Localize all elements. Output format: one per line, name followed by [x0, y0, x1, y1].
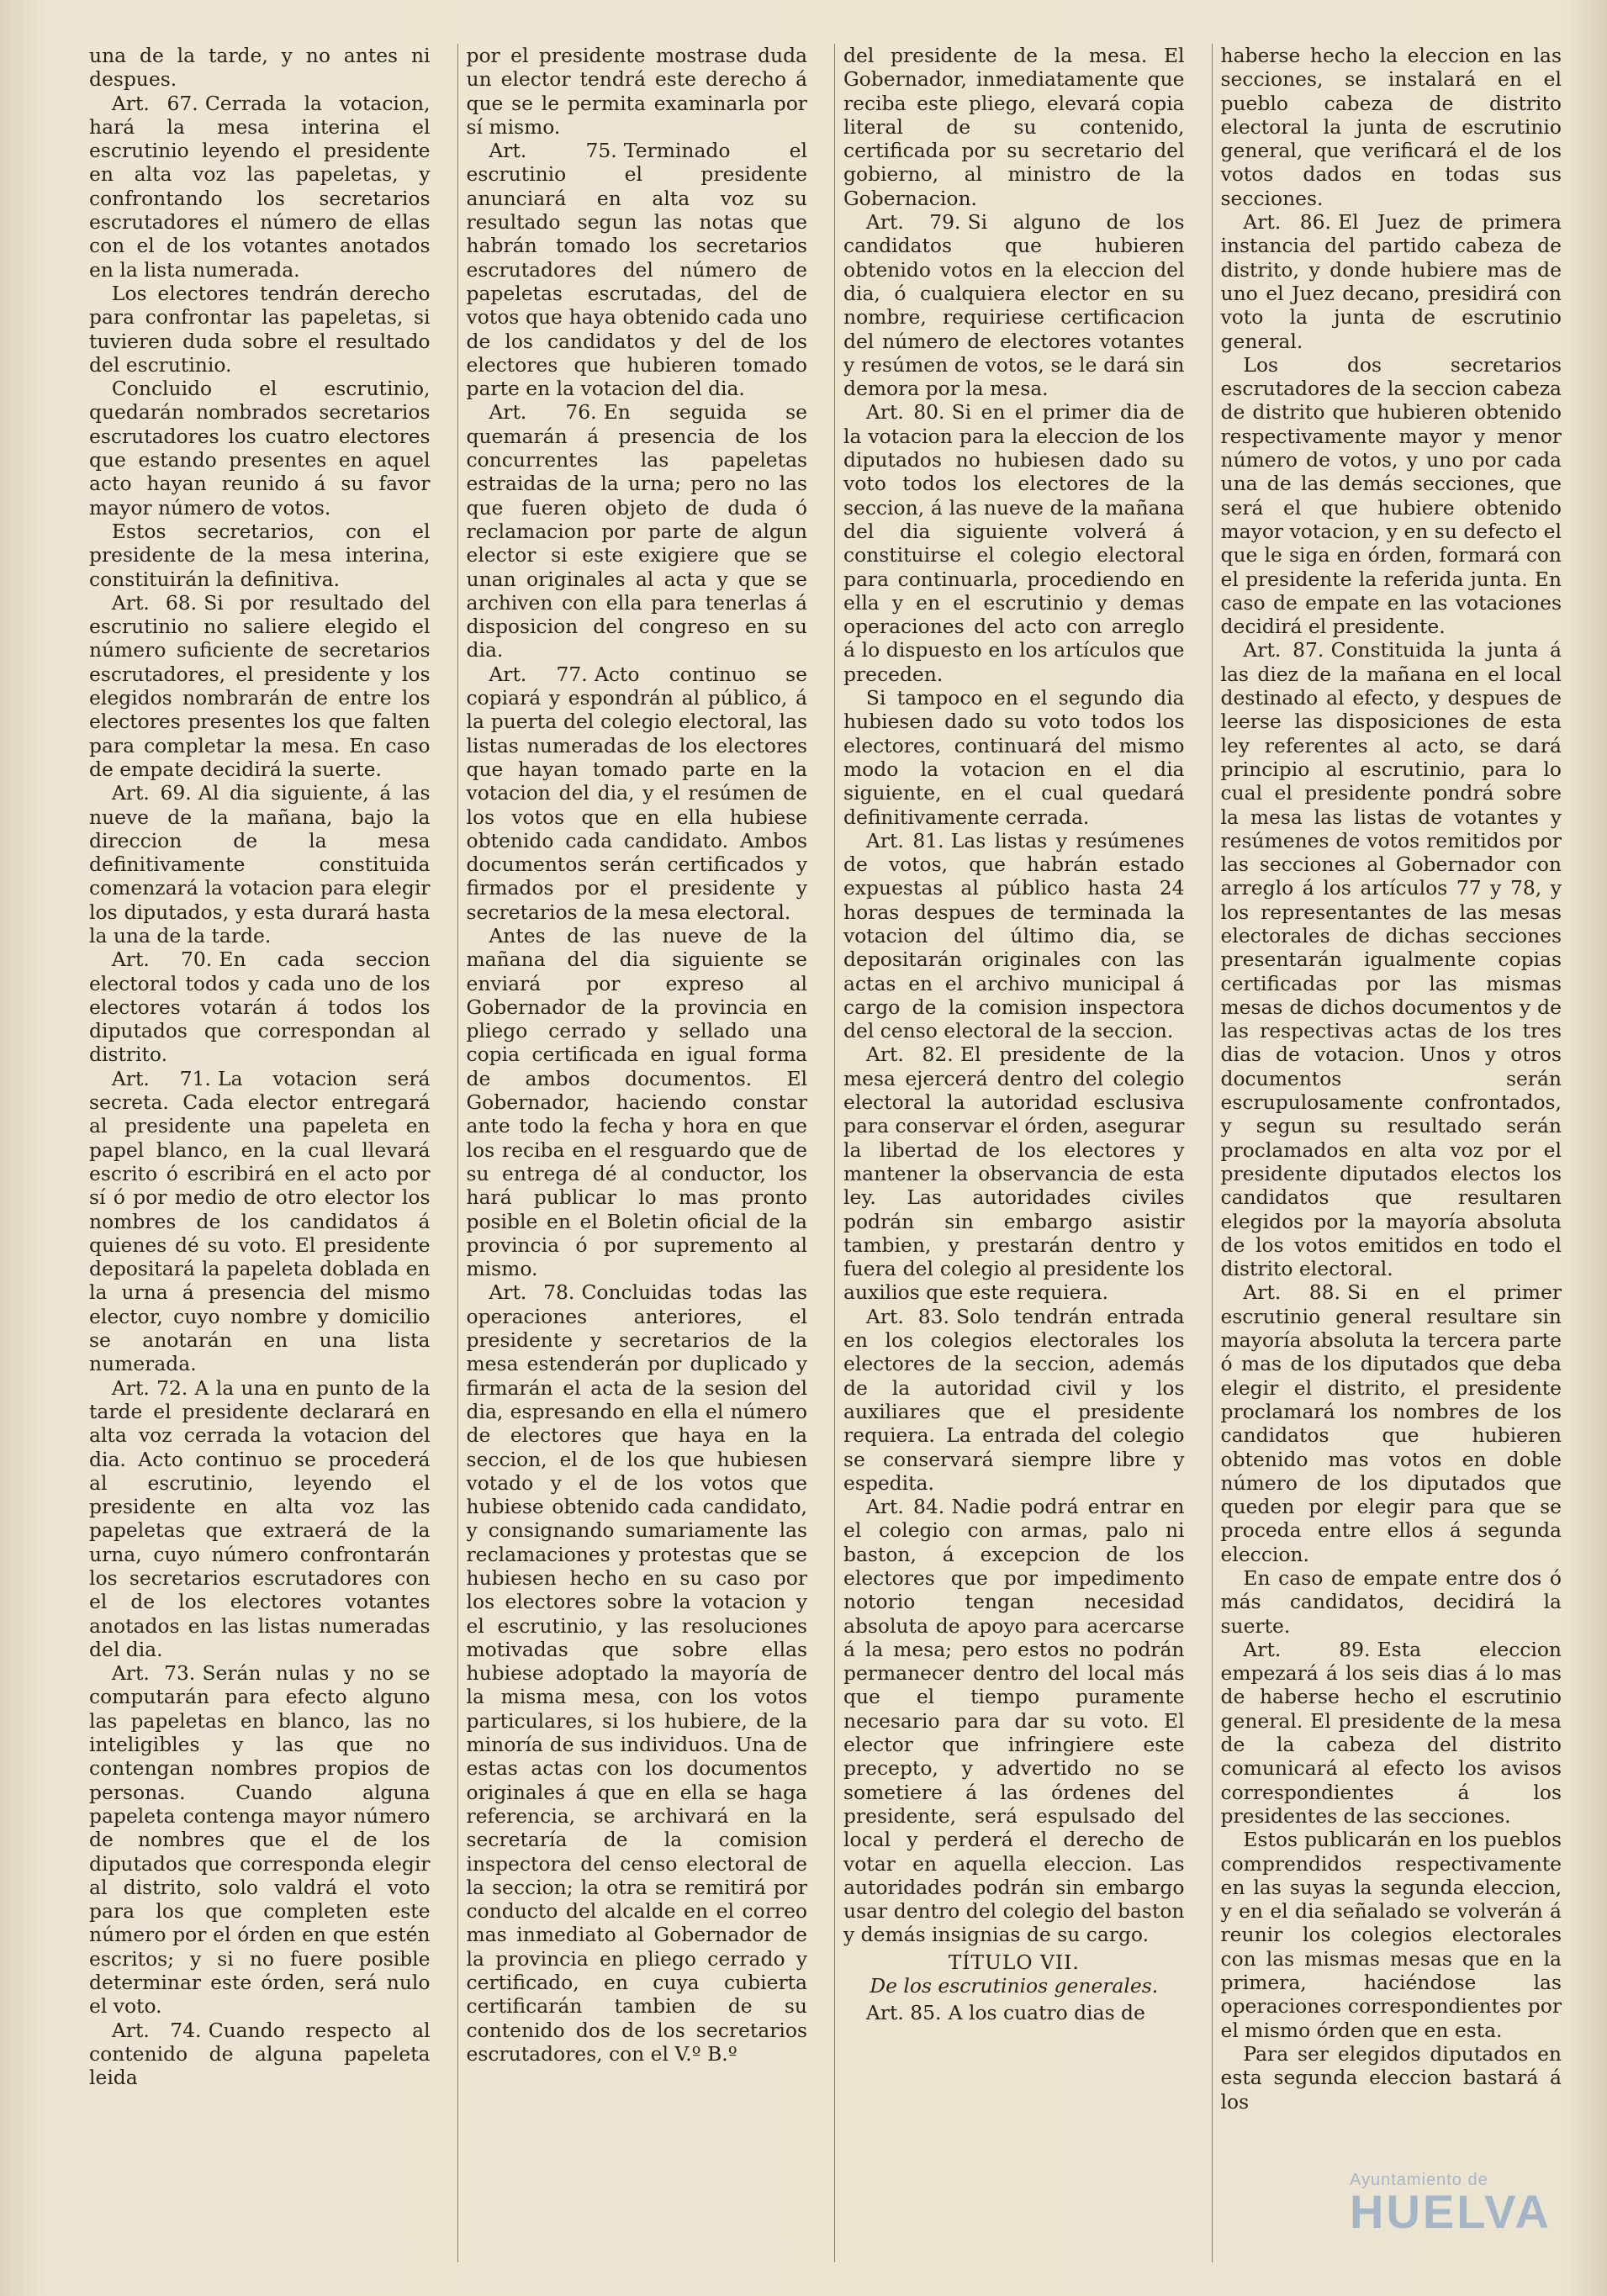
article-paragraph — [89, 1661, 431, 2018]
section-subtitle: De los escrutinios generales. — [870, 1974, 1159, 1998]
text-paragraph — [1221, 1566, 1562, 1638]
paragraph-text: Estos secretarios, con el presidente de la mesa interina, constituirán la definitiva. — [89, 519, 431, 591]
paragraph-text: una de la tarde, y no antes ni despues. — [89, 44, 431, 92]
article-number: Art. 79. — [865, 210, 961, 235]
column-2 — [457, 44, 817, 2262]
article-paragraph — [89, 92, 431, 282]
paragraph-text: A los cuatro dias de — [948, 2001, 1145, 2025]
article-paragraph — [467, 139, 808, 400]
paragraph-text: Nadie podrá entrar en el colegio con armas, palo ni baston, á excepcion de los electores que por impedimento notorio tengan necesidad absoluta de apoyo para acercarse á la mesa; pero estos no podrán permanecer dentro del local más que el tiempo puramente necesario para dar su voto. El elector que infringiere este precepto, y advertido no se sometiere á las órdenes del presidente, será espulsado del local y perderá el derecho de votar en aquella eleccion. Las autoridades podrán sin embargo usar dentro del colegio del baston y demás insignias de su cargo. — [843, 1495, 1185, 1947]
article-paragraph — [1221, 1638, 1562, 1828]
paragraph-text: Si alguno de los candidatos que hubieren obtenido votos en la eleccion del dia, ó cualquiera elector en su nombre, requiriese certificacion del número de electores votantes y resúmen de votos, se le dará sin demora por la mesa. — [843, 210, 1185, 401]
article-paragraph — [89, 781, 431, 947]
article-number: Art. 81. — [865, 828, 944, 852]
watermark-line-1: Ayuntamiento de — [1350, 2171, 1488, 2189]
article-number: Art. 71. — [111, 1066, 211, 1090]
paragraph-text: A la una en punto de la tarde el presidente declarará en alta voz cerrada la votacion del dia. Acto continuo se procederá al escrutinio, leyendo el presidente en alta voz las papeletas que extraerá de la urna, cuyo número confrontarán los secretarios escrutadores con el de los electores votantes anotados en las listas numeradas del dia. — [89, 1375, 431, 1661]
paragraph-text: Si en el primer escrutinio general resultare sin mayoría absoluta la tercera parte ó mas de los diputados que deba elegir el distrito, el presidente proclamará los nombres de los candidatos que hubieren obtenido mas votos en doble número de los diputados que queden por elegir para que se proceda entre ellos á segunda eleccion. — [1220, 1280, 1562, 1566]
paragraph-text: En cada seccion electoral todos y cada uno de los electores votarán á todos los diputados que correspondan al distrito. — [89, 947, 431, 1067]
paragraph-text: Terminado el escrutinio el presidente anunciará en alta voz su resultado segun las notas que habrán tomado los secretarios escrutadores del número de papeletas escrutadas, del de votos que haya obtenido cada uno de los candidatos y del de los electores que hubieren tomado parte en la votacion del dia. — [466, 139, 807, 401]
paragraph-text: Solo tendrán entrada en los colegios electorales los electores de la seccion, además de la autoridad civil y los auxiliares que el presidente requiera. La entrada del colegio se conservará siempre libre y espedita. — [843, 1304, 1185, 1495]
article-number: Art. 72. — [111, 1375, 188, 1400]
text-paragraph — [843, 686, 1185, 829]
text-columns — [81, 44, 1570, 2262]
paragraph-text: Acto continuo se copiará y espondrán al público, á la puerta del colegio electoral, las listas numeradas de los electores que hayan tomado parte en la votacion del dia, y el resúmen de los votos que en ella hubiese obtenido cada candidato. Ambos documentos serán certificados y firmados por el presidente y secretarios de la mesa electoral. — [466, 662, 808, 924]
text-paragraph — [467, 924, 808, 1280]
paragraph-text: por el presidente mostrase duda un elector tendrá este derecho á que se le permita examinarla por sí mismo. — [466, 44, 807, 139]
article-paragraph — [843, 2001, 1185, 2024]
article-number: Art. 87. — [1243, 638, 1324, 662]
paragraph-text: Para ser elegidos diputados en esta segunda eleccion bastará á los — [1220, 2041, 1562, 2114]
article-number: Art. 84. — [865, 1495, 945, 1519]
paragraph-text: La votacion será secreta. Cada elector entregará al presidente una papeleta en papel blanco, en la cual llevará escrito ó escribirá en el acto por sí ó por medio de otro elector los nombres de los candidatos á quienes dé su voto. El presidente depositará la papeleta doblada en la urna á presencia del mismo elector, cuyo nombre y domicilio se anotarán en una lista numerada. — [89, 1066, 431, 1376]
text-paragraph — [1221, 44, 1562, 210]
paragraph-text: Concluidas todas las operaciones anteriores, el presidente y secretarios de la mesa estenderán por duplicado y firmarán el acta de la sesion del dia, espresando en ella el número de electores que haya en la seccion, el de los que hubiesen votado y el de los votos que hubiese obtenido cada candidato, y consignando sumariamente las reclamaciones y protestas que se hubiesen hecho en su caso por los electores sobre la votacion y el escrutinio, y las resoluciones motivadas que sobre ellas hubiese adoptado la mayoría de la misma mesa, con los votos particulares, si los hubiere, de la minoría de sus individuos. Una de estas actas con los documentos originales á que en ella se haga referencia, se archivará en la secretaría de la comision inspectora del censo electoral de la seccion; la otra se remitirá por conducto del alcalde en el correo mas inmediato al Gobernador de la provincia en pliego cerrado y certificado, en cuya cubierta certificarán tambien de su contenido dos de los secretarios escrutadores, con el V.º B.º — [466, 1280, 807, 2066]
paragraph-text: Cerrada la votacion, hará la mesa interina el escrutinio leyendo el presidente en alta voz las papeletas, y confrontando los secretarios escrutadores el número de ellas con el de los votantes anotados en la lista numerada. — [89, 91, 431, 282]
paragraph-text: Si por resultado del escrutinio no saliere elegido el número suficiente de secretarios escrutadores, el presidente y los elegidos nombrarán de entre los electores presentes los que falten para completar la mesa. En caso de empate decidirá la suerte. — [89, 590, 431, 781]
watermark-line-2: HUELVA — [1350, 2185, 1551, 2238]
text-paragraph — [1221, 353, 1562, 639]
paragraph-text: El Juez de primera instancia del partido cabeza de distrito, y donde hubiere mas de uno el Juez decano, presidirá con voto la junta de escrutinio general. — [1220, 210, 1562, 353]
paragraph-text: Cuando respecto al contenido de alguna papeleta leida — [89, 2018, 431, 2090]
article-paragraph — [467, 1280, 808, 2066]
text-paragraph — [1221, 2042, 1562, 2114]
text-paragraph — [89, 44, 431, 92]
text-paragraph — [89, 282, 431, 377]
paragraph-text: En caso de empate entre dos ó más candidatos, decidirá la suerte. — [1220, 1566, 1562, 1638]
paragraph-text: haberse hecho la eleccion en las secciones, se instalará en el pueblo cabeza de distrito electoral la junta de escrutinio general, que verificará el de los votos dados en todas sus secciones. — [1220, 44, 1562, 210]
paragraph-text: del presidente de la mesa. El Gobernador, inmediatamente que reciba este pliego, elevará copia literal de su contenido, certificada por su secretario del gobierno, al ministro de la Gobernacion. — [843, 44, 1185, 210]
paragraph-text: Si tampoco en el segundo dia hubiesen dado su voto todos los electores, continuará del mismo modo la votacion en el dia siguiente, en el cual quedará definitivamente cerrada. — [843, 686, 1185, 829]
article-paragraph — [843, 1495, 1185, 1947]
article-paragraph — [1221, 210, 1562, 353]
article-paragraph — [843, 829, 1185, 1043]
article-number: Art. 83. — [865, 1304, 949, 1328]
article-number: Art. 85. — [865, 2001, 942, 2025]
text-paragraph — [89, 520, 431, 591]
article-number: Art. 67. — [111, 91, 198, 115]
paragraph-text: Las listas y resúmenes de votos, que habrán estado expuestas al público hasta 24 horas despues de terminada la votacion del último dia, se depositarán originales con las actas en el archivo municipal á cargo de la comision inspectora del censo electoral de la seccion. — [843, 828, 1185, 1043]
column-1 — [81, 44, 439, 2262]
article-number: Art. 73. — [111, 1661, 196, 1686]
paragraph-text: Antes de las nueve de la mañana del dia siguiente se enviará por expreso al Gobernador de la provincia en pliego cerrado y sellado una copia certificada en igual forma de ambos documentos. El Gobernador, haciendo constar ante todo la fecha y hora en que los reciba en el resguardo que de su entrega dé al conductor, los hará publicar lo mas pronto posible en el Boletin oficial de la provincia ó por supremento al mismo. — [466, 923, 807, 1281]
article-paragraph — [89, 2019, 431, 2090]
paragraph-text: Concluido el escrutinio, quedarán nombrados secretarios escrutadores los cuatro electores que estando presentes en aquel acto hayan reunido á su favor mayor número de votos. — [89, 377, 431, 520]
article-number: Art. 70. — [111, 947, 213, 972]
text-paragraph — [1221, 1828, 1562, 2042]
article-number: Art. 74. — [111, 2018, 202, 2042]
paragraph-text: Constituida la junta á las diez de la mañana en el local destinado al efecto, y despues de leerse las disposiciones de esta ley referentes al acto, se dará principio al escrutinio, para lo cual el presidente pondrá sobre la mesa las listas de votantes y resúmenes de votos remitidos por las secciones al Gobernador con arreglo á los artículos 77 y 78, y los representantes de las mesas electorales de dichas secciones presentarán igualmente copias certificadas por las mismas mesas de dichos documentos y de las respectivas actas de los tres dias de votacion. Unos y otros documentos serán escrupulosamente confrontados, y segun su resultado serán proclamados en alta voz por el presidente diputados electos los candidatos que resultaren elegidos por la mayoría absoluta de los votos emitidos en todo el distrito electoral. — [1220, 638, 1562, 1281]
article-number: Art. 82. — [865, 1042, 954, 1067]
paragraph-text: Esta eleccion empezará á los seis dias á lo mas de haberse hecho el escrutinio general. El presidente de la mesa de la cabeza del distrito comunicará al efecto los avisos correspondientes á los presidentes de las secciones. — [1220, 1637, 1562, 1828]
article-paragraph — [843, 210, 1185, 400]
article-paragraph — [467, 662, 808, 924]
text-paragraph — [843, 44, 1185, 210]
paragraph-text: Los dos secretarios escrutadores de la seccion cabeza de distrito que hubieren obtenido respectivamente mayor y menor número de votos, y uno por cada una de las demás secciones, que será el que hubiere obtenido mayor votacion, y en su defecto el que le siga en órden, formará con el presidente la referida junta. En caso de empate en las votaciones decidirá el presidente. — [1220, 352, 1562, 639]
paragraph-text: Estos publicarán en los pueblos comprendidos respectivamente en las suyas la segunda eleccion, y en el dia señalado se volverán á reunir los colegios electorales con las mismas mesas que en la primera, haciéndose las operaciones correspondientes por el mismo órden que en esta. — [1220, 1828, 1562, 2042]
article-paragraph — [843, 1305, 1185, 1495]
article-number: Art. 86. — [1243, 210, 1331, 235]
article-number: Art. 68. — [111, 590, 198, 615]
paragraph-text: Si en el primer dia de la votacion para la eleccion de los diputados no hubiesen dado su voto todos los electores de la seccion, á las nueve de la mañana del dia siguiente volverá á constituirse el colegio electoral para continuarla, procediendo en ella y en el escrutinio y demas operaciones del acto con arreglo á lo dispuesto en los artículos que preceden. — [843, 400, 1185, 686]
article-paragraph — [1221, 1280, 1562, 1566]
article-paragraph — [89, 1067, 431, 1376]
article-number: Art. 77. — [489, 662, 588, 686]
column-4 — [1212, 44, 1571, 2262]
archive-watermark — [1338, 2145, 1551, 2262]
article-paragraph — [843, 400, 1185, 686]
article-paragraph — [843, 1042, 1185, 1304]
article-number: Art. 75. — [489, 139, 617, 163]
paragraph-text: El presidente de la mesa ejercerá dentro del colegio electoral la autoridad esclusiva para conservar el órden, asegurar la libertad de los electores y mantener la observancia de esta ley. Las autoridades civiles podrán sin embargo asistir tambien, y prestarán dentro y fuera del colegio al presidente los auxilios que este requiera. — [843, 1042, 1185, 1305]
article-paragraph — [1221, 638, 1562, 1280]
article-number: Art. 76. — [489, 400, 597, 425]
text-paragraph — [467, 44, 808, 139]
paragraph-text: Al dia siguiente, á las nueve de la mañana, bajo la direccion de la mesa definitivamente constituida comenzará la votacion para elegir los diputados, y esta durará hasta la una de la tarde. — [89, 781, 431, 947]
article-paragraph — [89, 947, 431, 1066]
section-title: TÍTULO VII. — [948, 1950, 1080, 1974]
article-number: Art. 88. — [1243, 1280, 1340, 1305]
paragraph-text: Los electores tendrán derecho para confrontar las papeletas, si tuvieren duda sobre el resultado del escrutinio. — [89, 281, 431, 377]
text-paragraph — [89, 377, 431, 520]
article-paragraph — [89, 591, 431, 781]
article-number: Art. 78. — [489, 1280, 575, 1305]
article-number: Art. 89. — [1243, 1637, 1371, 1661]
paragraph-text: Serán nulas y no se computarán para efecto alguno las papeletas en blanco, las no inteligibles y las que no contengan nombres propios de personas. Cuando alguna papeleta contenga mayor número de nombres que el de los diputados que corresponda elegir al distrito, solo valdrá el voto para los que completen este número por el órden en que estén escritos; y si no fuere posible determinar este órden, será nulo el voto. — [89, 1661, 431, 2019]
column-3 — [834, 44, 1193, 2262]
article-paragraph — [467, 400, 808, 662]
article-paragraph — [89, 1376, 431, 1662]
article-number: Art. 69. — [111, 781, 192, 805]
article-number: Art. 80. — [865, 400, 945, 425]
paragraph-text: En seguida se quemarán á presencia de los concurrentes las papeletas estraidas de la urna; pero no las que fueren objeto de duda ó reclamacion por parte de algun elector si este exigiere que se unan originales al acta y que se archiven con ella para tenerlas á disposicion del congreso en su dia. — [466, 400, 808, 662]
